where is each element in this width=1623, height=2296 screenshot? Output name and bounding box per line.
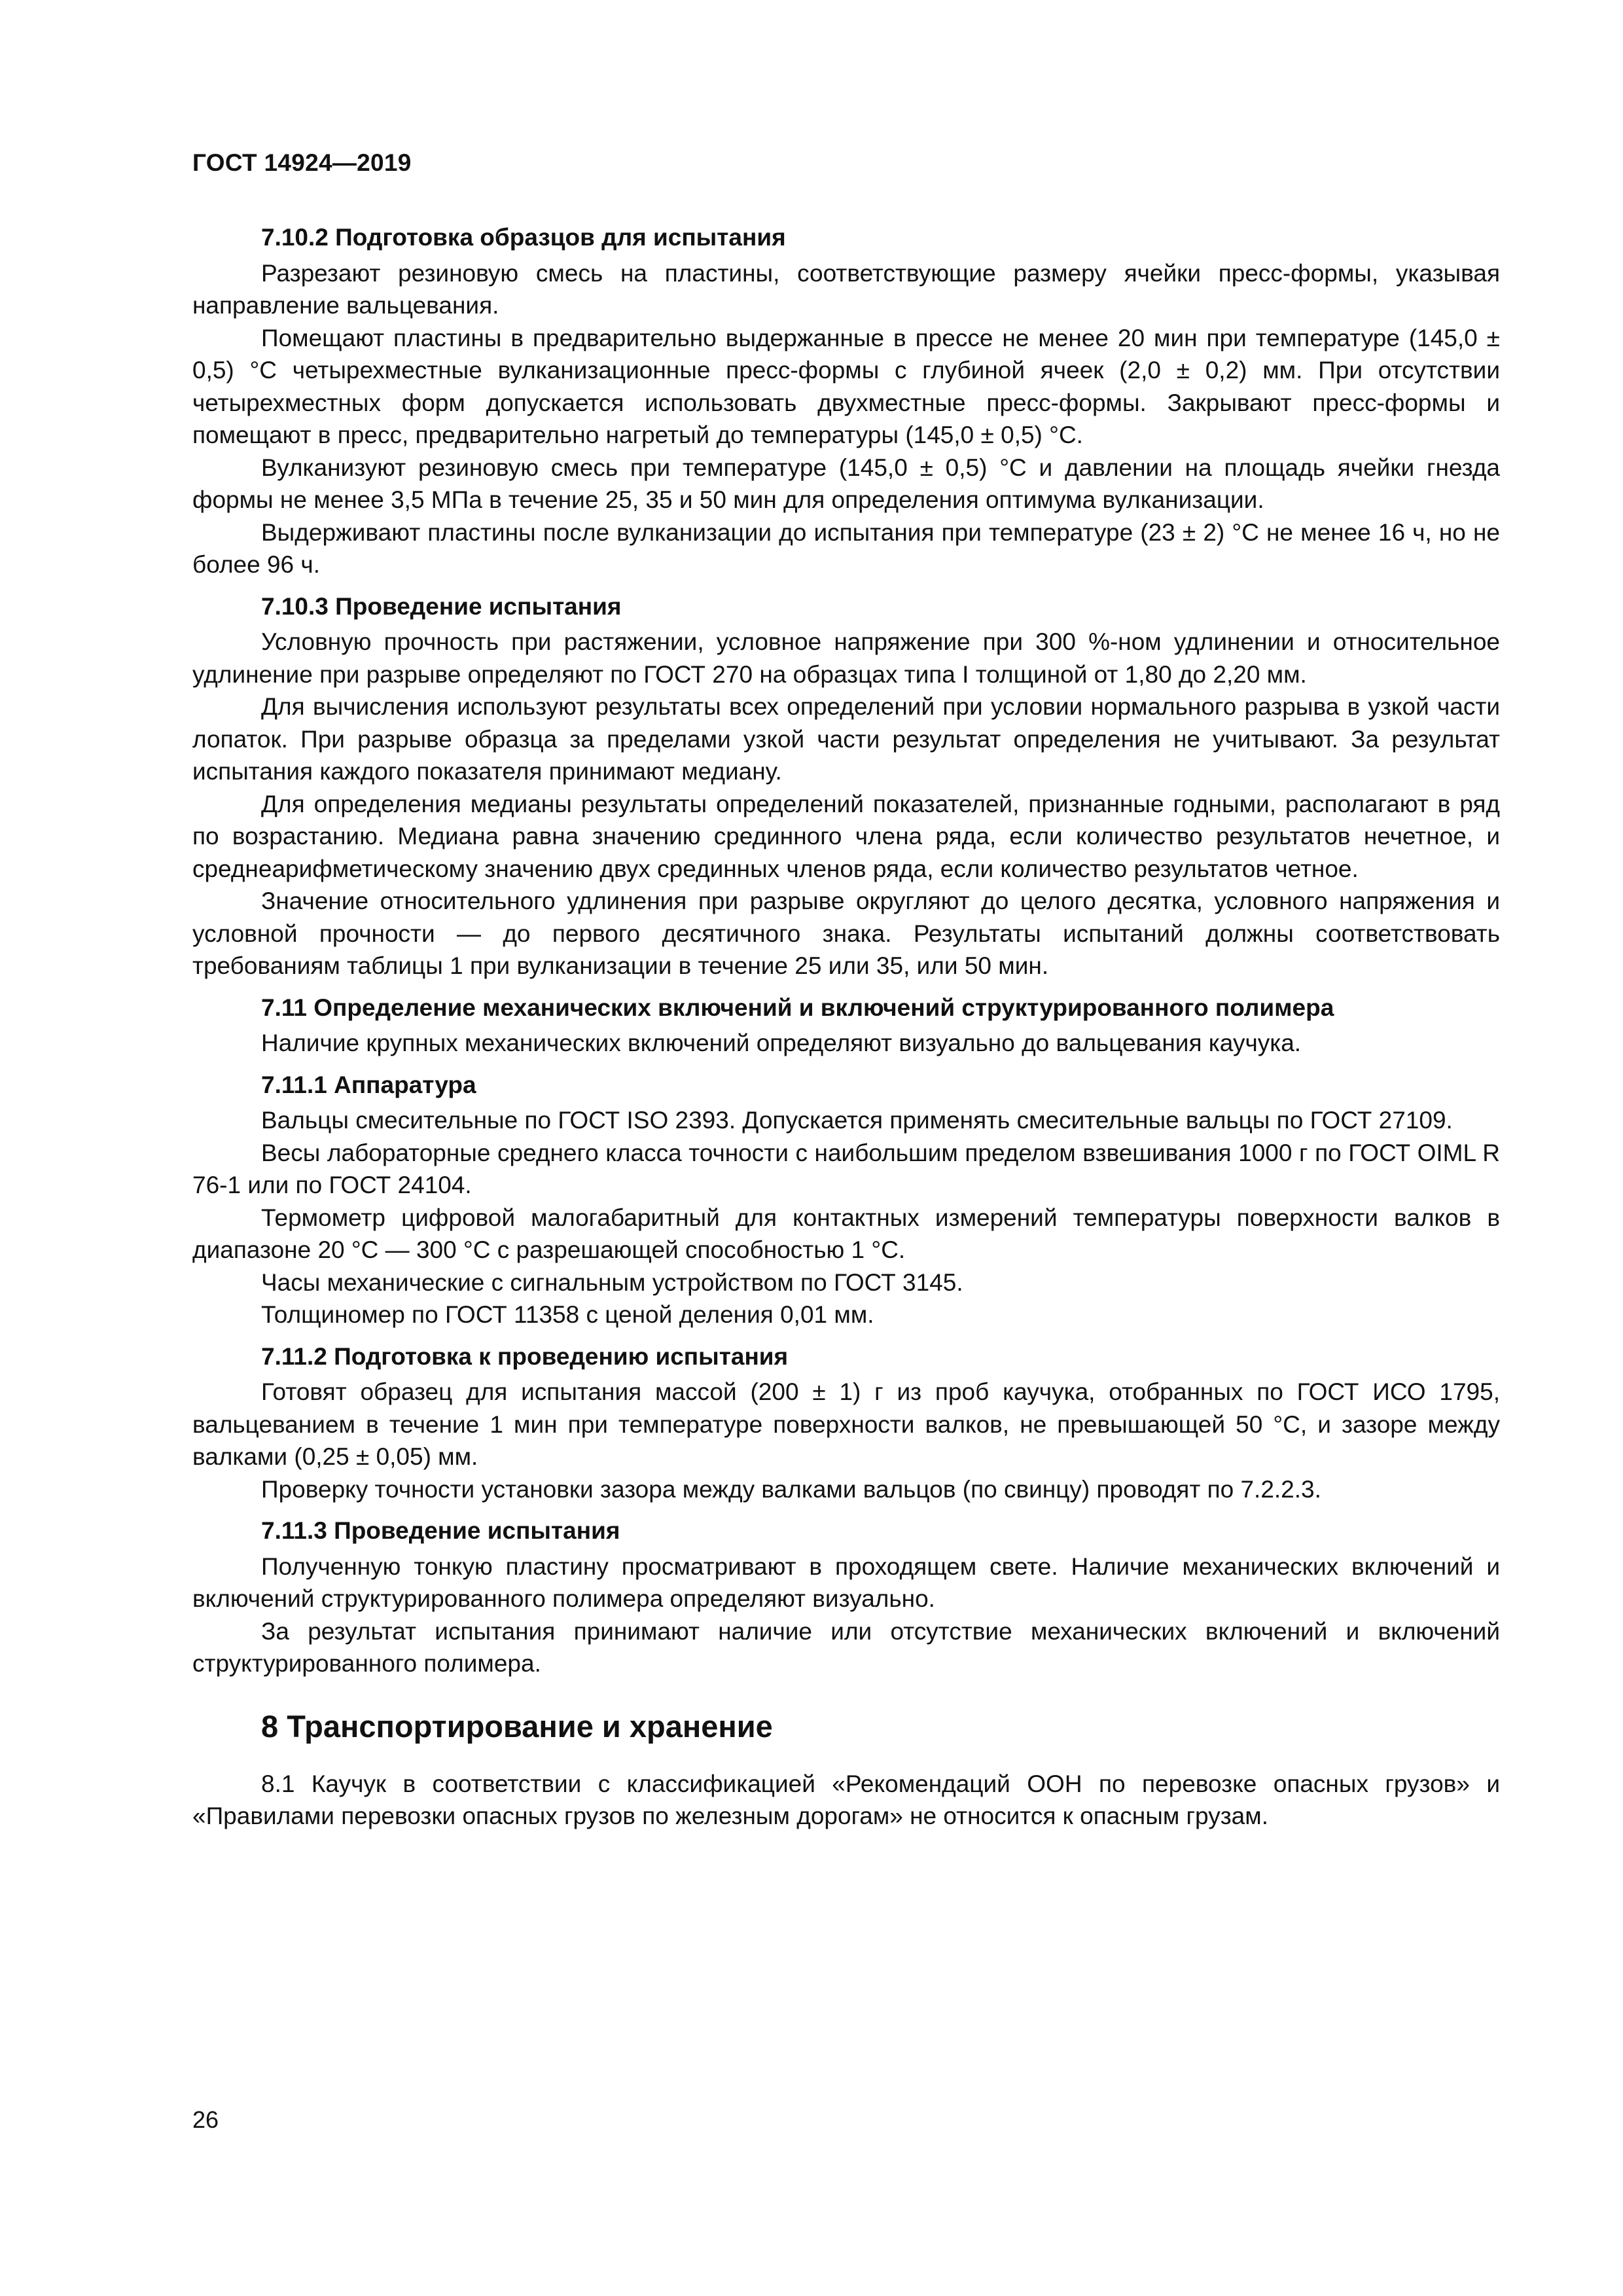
paragraph: Полученную тонкую пластину просматривают в проходящем свете. Наличие механических включений и включений структурированного полимера определяют визуально. bbox=[192, 1552, 1500, 1612]
section-heading: 7.11.2 Подготовка к проведению испытания bbox=[261, 1342, 789, 1370]
section-heading: 7.11 Определение механических включений и включений структурированного полимера bbox=[261, 994, 1334, 1021]
paragraph: Условную прочность при растяжении, условное напряжение при 300 %-ном удлинении и относительное удлинение при разрыве определяют по ГОСТ 270 на образцах типа I толщиной от 1,80 до 2,20 мм. bbox=[192, 628, 1500, 688]
document-header-code: ГОСТ 14924—2019 bbox=[192, 149, 412, 176]
paragraph: Весы лабораторные среднего класса точности с наибольшим пределом взвешивания 1000 г по ГОСТ OIML R 76-1 или по ГОСТ 24104. bbox=[192, 1139, 1500, 1198]
paragraph: Для вычисления используют результаты всех определений при условии нормального разрыва в узкой части лопаток. При разрыве образца за пределами узкой части результат определения не учитывают. За результат испытания каждого показателя принимают медиану. bbox=[192, 693, 1500, 785]
paragraph: Проверку точности установки зазора между валками вальцов (по свинцу) проводят по 7.2.2.3. bbox=[261, 1475, 1321, 1503]
page-number: 26 bbox=[192, 2106, 219, 2133]
paragraph: Выдерживают пластины после вулканизации до испытания при температуре (23 ± 2) °С не менее 16 ч, но не более 96 ч. bbox=[192, 518, 1500, 578]
paragraph: Значение относительного удлинения при разрыве округляют до целого десятка, условного напряжения и условной прочности — до первого десятичного знака. Результаты испытаний должны соответствовать требованиям таблицы 1 при вулканизации в течение 25 или 35, или 50 мин. bbox=[192, 888, 1500, 979]
paragraph: Наличие крупных механических включений определяют визуально до вальцевания каучука. bbox=[261, 1030, 1302, 1056]
paragraph: Помещают пластины в предварительно выдержанные в прессе не менее 20 мин при температуре (145,0 ± 0,5) °С четырехместные вулканизационные пресс-формы с глубиной ячеек (2,0 ± 0,2) мм. При отсутствии четырехместных форм допускается использовать двухместные пресс-формы. Закрывают пресс-формы и помещают в пресс, предварительно нагретый до температуры (145,0 ± 0,5) °С. bbox=[192, 324, 1500, 448]
chapter-heading: 8 Транспортирование и хранение bbox=[261, 1708, 773, 1744]
paragraph: Для определения медианы результаты определений показателей, признанные годными, располагают в ряд по возрастанию. Медиана равна значению срединного члена ряда, если количество результатов нечетное, и среднеарифметическому значению двух срединных членов ряда, если количество результатов четное. bbox=[192, 790, 1500, 882]
paragraph: Готовят образец для испытания массой (200 ± 1) г из проб каучука, отобранных по ГОСТ ИСО 1795, вальцеванием в течение 1 мин при температуре поверхности валков, не превышающей 50 °С, и зазоре между валками (0,25 ± 0,05) мм. bbox=[192, 1378, 1500, 1470]
document-body bbox=[192, 221, 1500, 1833]
paragraph: За результат испытания принимают наличие или отсутствие механических включений и включений структурированного полимера. bbox=[192, 1617, 1500, 1677]
section-heading: 7.11.3 Проведение испытания bbox=[261, 1517, 620, 1544]
paragraph: 8.1 Каучук в соответствии с классификацией «Рекомендаций ООН по перевозке опасных грузов» и «Правилами перевозки опасных грузов по железным дорогам» не относится к опасным грузам. bbox=[192, 1770, 1500, 1829]
paragraph: Часы механические с сигнальным устройством по ГОСТ 3145. bbox=[261, 1268, 963, 1296]
section-heading: 7.10.2 Подготовка образцов для испытания bbox=[261, 224, 786, 251]
paragraph: Вальцы смесительные по ГОСТ ISO 2393. Допускается применять смесительные вальцы по ГОСТ 27109. bbox=[261, 1107, 1453, 1134]
paragraph: Толщиномер по ГОСТ 11358 с ценой деления 0,01 мм. bbox=[261, 1301, 874, 1328]
section-heading: 7.10.3 Проведение испытания bbox=[261, 592, 622, 620]
paragraph: Термометр цифровой малогабаритный для контактных измерений температуры поверхности валков в диапазоне 20 °С — 300 °С с разрешающей способностью 1 °С. bbox=[192, 1204, 1500, 1263]
paragraph: Вулканизуют резиновую смесь при температуре (145,0 ± 0,5) °С и давлении на площадь ячейки гнезда формы не менее 3,5 МПа в течение 25, 35 и 50 мин для определения оптимума вулканизации. bbox=[192, 454, 1500, 513]
paragraph: Разрезают резиновую смесь на пластины, соответствующие размеру ячейки пресс-формы, указывая направление вальцевания. bbox=[192, 259, 1500, 319]
section-heading: 7.11.1 Аппаратура bbox=[261, 1071, 476, 1098]
